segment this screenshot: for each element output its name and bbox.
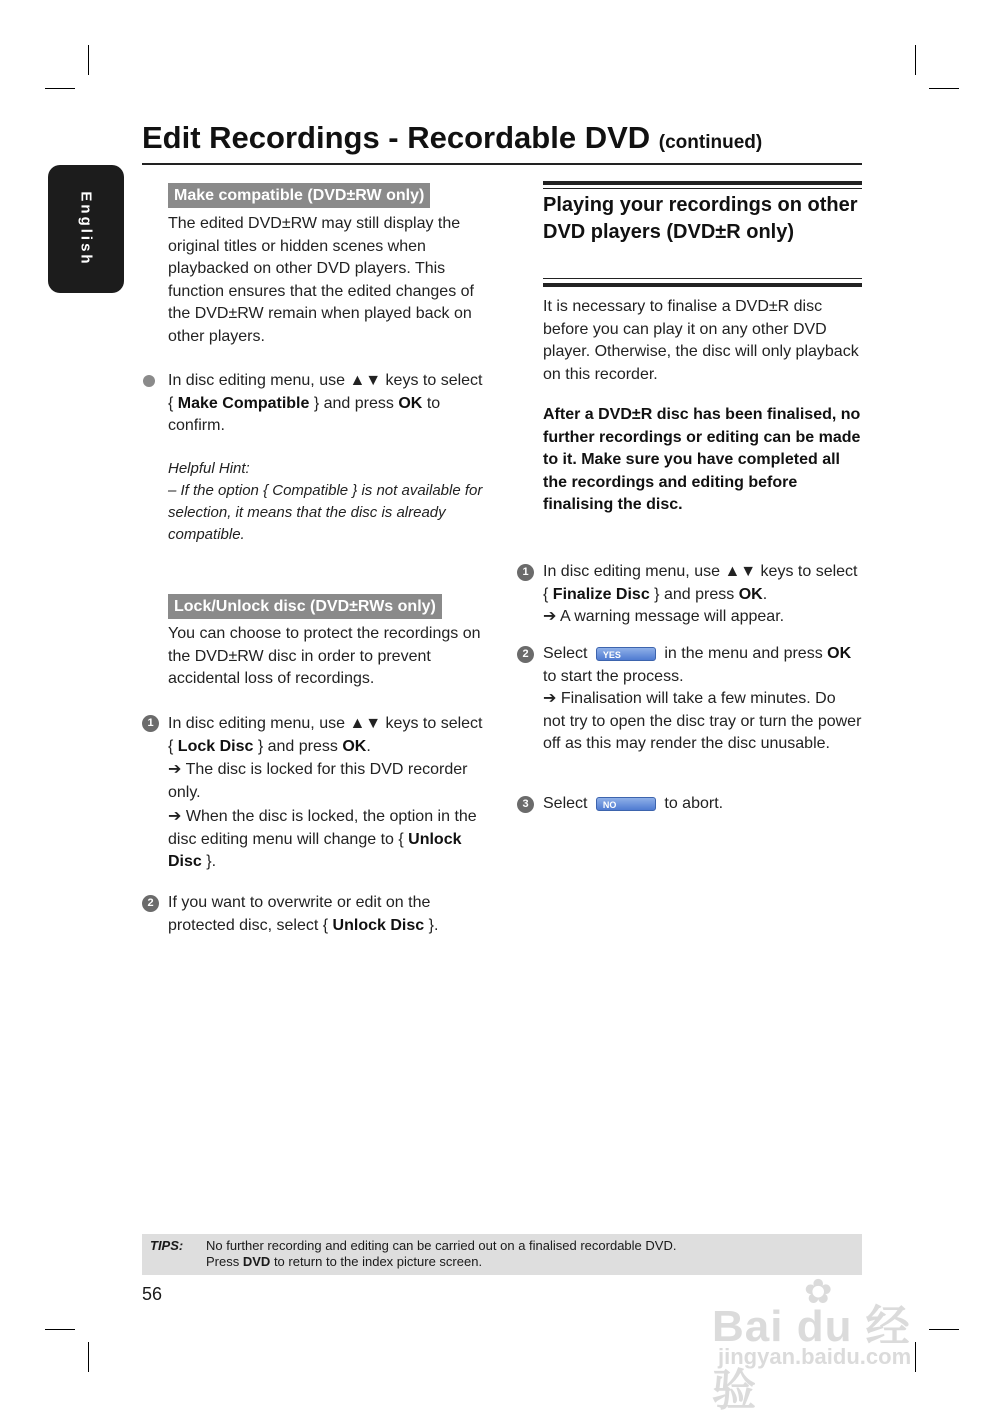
right-heading-rule-bottom-thin [543,278,862,279]
lock-unlock-body: You can choose to protect the recordings on the DVD±RW disc in order to prevent accidental loss of recordings. [168,625,481,687]
finalise-warning: After a DVD±R disc has been finalised, no further recordings or editing can be made to it. Make sure you have completed all the recordings and editing before finalising the disc. [543,406,861,513]
right-heading-rule-top [543,181,862,185]
step-number-icon: 2 [517,646,534,663]
watermark-line-1: Bai du 经验 [712,1302,911,1415]
yes-button-icon: YES [596,647,656,661]
finalise-step-1-result: ➔ A warning message will appear. [543,608,785,625]
page-title-main: Edit Recordings - Recordable DVD [142,120,651,155]
baidu-watermark [712,1272,942,1415]
language-side-tab [48,165,124,293]
finalise-step-3: Select NO to abort. [543,795,724,812]
helpful-hint [168,458,488,546]
title-rule [142,163,862,165]
tips-line-1: No further recording and editing can be carried out on a finalised recordable DVD. [206,1238,677,1253]
crop-mark [45,88,75,89]
tips-label: TIPS: [150,1238,184,1253]
right-heading-rule-bottom [543,283,862,287]
lock-step-2: If you want to overwrite or edit on the protected disc, select { Unlock Disc }. [168,894,439,934]
paw-icon: ✿ [804,1273,833,1311]
page-number: 56 [142,1284,163,1304]
finalise-step-2-result: ➔ Finalisation will take a few minutes. Do not try to open the disc tray or turn the power off as this may render the disc unusable. [543,690,862,752]
tips-line-2: Press DVD to return to the index picture screen. [206,1254,483,1269]
make-compatible-body: The edited DVD±RW may still display the original titles or hidden scenes when playbacked on other DVD players. This function ensures that the edited changes of the DVD±RW remain when played back on other players. [168,215,474,345]
crop-mark [88,45,89,75]
right-heading-rule-top-thin [543,188,862,189]
crop-mark [915,45,916,75]
tips-text [206,1238,676,1270]
hint-body: – If the option { Compatible } is not available for selection, it means that the disc is already compatible. [168,482,483,543]
watermark-line-2: jingyan.baidu.com [718,1344,912,1369]
lock-unlock-heading: Lock/Unlock disc (DVD±RWs only) [168,594,442,619]
make-compatible-heading: Make compatible (DVD±RW only) [168,183,430,208]
step-number-icon: 1 [142,715,159,732]
language-label: English [77,191,95,267]
page-title [142,120,762,156]
finalise-intro: It is necessary to finalise a DVD±R disc before you can play it on any other DVD player. Otherwise, the disc will only playback on this recorder. [543,298,859,383]
no-button-icon: NO [596,797,656,811]
lock-step-1-result-1: ➔ The disc is locked for this DVD recorder only. [168,761,468,801]
lock-step-1: In disc editing menu, use ▲▼ keys to select { Lock Disc } and press OK. ➔ The disc is locked for this DVD recorder only. ➔ When the disc is locked, the option in the disc editing menu will change to { Unlock Disc }. [168,713,488,874]
crop-mark [929,88,959,89]
right-section-heading: Playing your recordings on other DVD players (DVD±R only) [543,194,858,243]
hint-title: Helpful Hint: [168,460,250,477]
crop-mark [88,1342,89,1372]
step-number-icon: 2 [142,895,159,912]
make-compatible-step: In disc editing menu, use ▲▼ keys to select { Make Compatible } and press OK to confirm. [168,372,483,434]
finalise-step-2: Select YES in the menu and press OK to start the process. ➔ Finalisation will take a few minutes. Do not try to open the disc tray or turn the power off as this may render the disc unusable. [543,643,862,756]
step-number-icon: 3 [517,796,534,813]
crop-mark [45,1329,75,1330]
step-number-icon: 1 [517,564,534,581]
bullet-icon [143,375,155,387]
lock-step-1-result-2: ➔ When the disc is locked, the option in the disc editing menu will change to { Unlock Disc }. [168,808,477,870]
finalise-step-1: In disc editing menu, use ▲▼ keys to select { Finalize Disc } and press OK. ➔ A warning message will appear. [543,561,862,629]
page-title-suffix: (continued) [658,132,763,153]
